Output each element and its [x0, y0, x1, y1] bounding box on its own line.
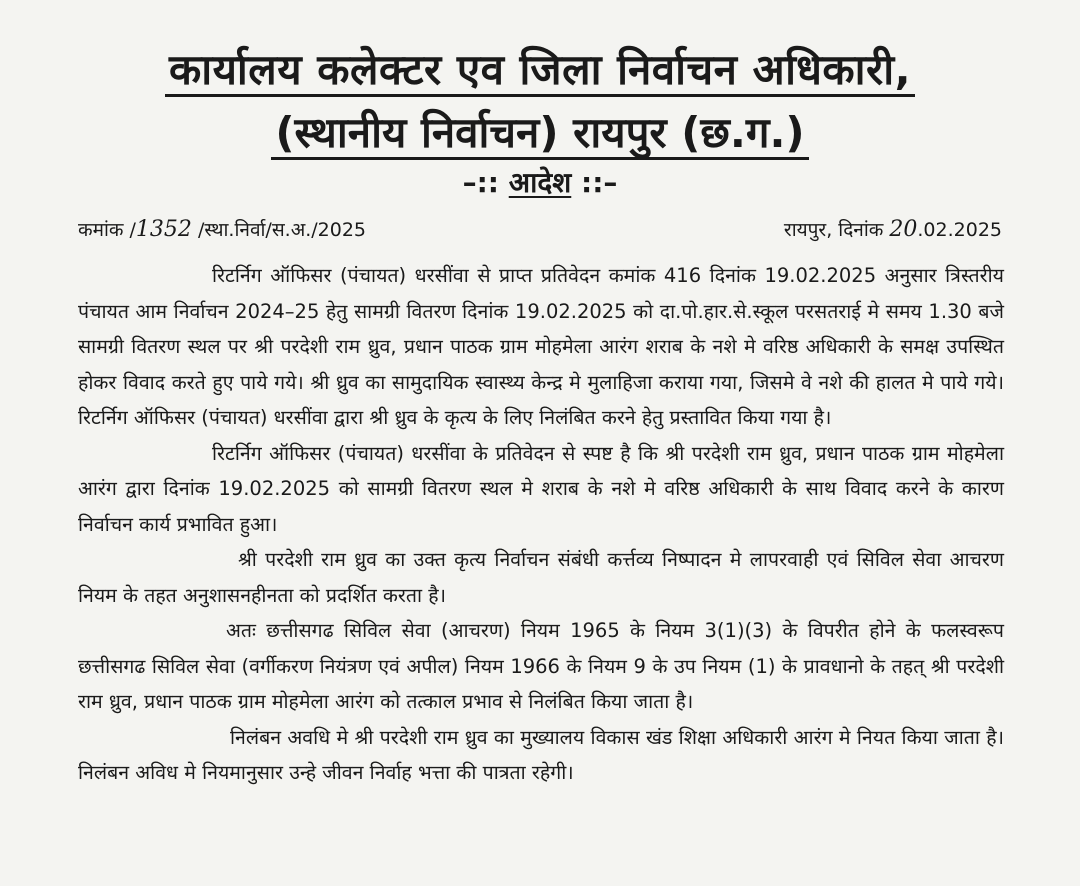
paragraph-3: श्री परदेशी राम ध्रुव का उक्त कृत्य निर्वाचन संबंधी कर्त्तव्य निष्पादन मे लापरवाही एवं सिविल सेवा आचरण नियम के तहत अनुशासनहीनता को प्रदर्शित करता है। [78, 548, 1004, 607]
order-number-handwritten: 1352 [135, 217, 192, 242]
office-title-line1-text: कार्यालय कलेक्टर एव जिला निर्वाचन अधिकारी, [165, 45, 915, 97]
order-date-handwritten: 20 [889, 217, 918, 242]
office-title-line2 [0, 103, 1080, 160]
order-number [78, 216, 366, 242]
order-heading-suffix: ::– [571, 166, 618, 199]
order-number-suffix: /स्था.निर्वा/स.अ./2025 [191, 219, 367, 241]
order-heading-title: आदेश [508, 166, 572, 199]
paragraph-2: रिटर्निग ऑफिसर (पंचायत) धरसींवा के प्रतिवेदन से स्पष्ट है कि श्री परदेशी राम ध्रुव, प्रधान पाठक ग्राम मोहमेला आरंग द्वारा दिनांक 19.02.2025 को सामग्री वितरण स्थल मे शराब के नशे मे वरिष्ठ अधिकारी के साथ विवाद करने के कारण निर्वाचन कार्य प्रभावित हुआ। [78, 441, 1004, 536]
order-heading-prefix: –:: [462, 166, 509, 199]
paragraph-4: अतः छत्तीसगढ सिविल सेवा (आचरण) नियम 1965 के नियम 3(1)(3) के विपरीत होने के फलस्वरूप छत्तीसगढ सिविल सेवा (वर्गीकरण नियंत्रण एवं अपील) नियम 1966 के नियम 9 के उप नियम (1) के प्रावधानो के तहत् श्री परदेशी राम ध्रुव, प्रधान पाठक ग्राम मोहमेला आरंग को तत्काल प्रभाव से निलंबित किया जाता है। [78, 619, 1004, 713]
order-body [78, 258, 1004, 791]
office-title-line1 [0, 40, 1080, 97]
paragraph-5: निलंबन अवधि मे श्री परदेशी राम ध्रुव का मुख्यालय विकास खंड शिक्षा अधिकारी आरंग मे नियत किया जाता है। निलंबन अविध मे नियमानुसार उन्हे जीवन निर्वाह भत्ता की पात्रता रहेगी। [78, 725, 1004, 784]
order-heading [0, 163, 1080, 201]
order-date-suffix: .02.2025 [917, 219, 1002, 241]
reference-row [78, 216, 1002, 242]
office-title-line2-text: (स्थानीय निर्वाचन) रायपुर (छ.ग.) [271, 108, 808, 160]
order-date-prefix: रायपुर, दिनांक [783, 219, 890, 241]
order-date [784, 216, 1002, 242]
paragraph-1: रिटर्निग ऑफिसर (पंचायत) धरसींवा से प्राप्त प्रतिवेदन कमांक 416 दिनांक 19.02.2025 अनुसार त्रिस्तरीय पंचायत आम निर्वाचन 2024–25 हेतु सामग्री वितरण दिनांक 19.02.2025 को दा.पो.हार.से.स्कूल परसतराई मे समय 1.30 बजे सामग्री वितरण स्थल पर श्री परदेशी राम ध्रुव, प्रधान पाठक ग्राम मोहमेला आरंग शराब के नशे मे वरिष्ठ अधिकारी के समक्ष उपस्थित होकर विवाद करते हुए पाये गये। श्री ध्रुव का सामुदायिक स्वास्थ्य केन्द्र मे मुलाहिजा कराया गया, जिसमे वे नशे की हालत मे पाये गये। रिटर्निग ऑफिसर (पंचायत) धरसींवा द्वारा श्री ध्रुव के कृत्य के लिए निलंबित करने हेतु प्रस्तावित किया गया है। [78, 264, 1004, 429]
order-number-prefix: कमांक / [78, 219, 136, 241]
